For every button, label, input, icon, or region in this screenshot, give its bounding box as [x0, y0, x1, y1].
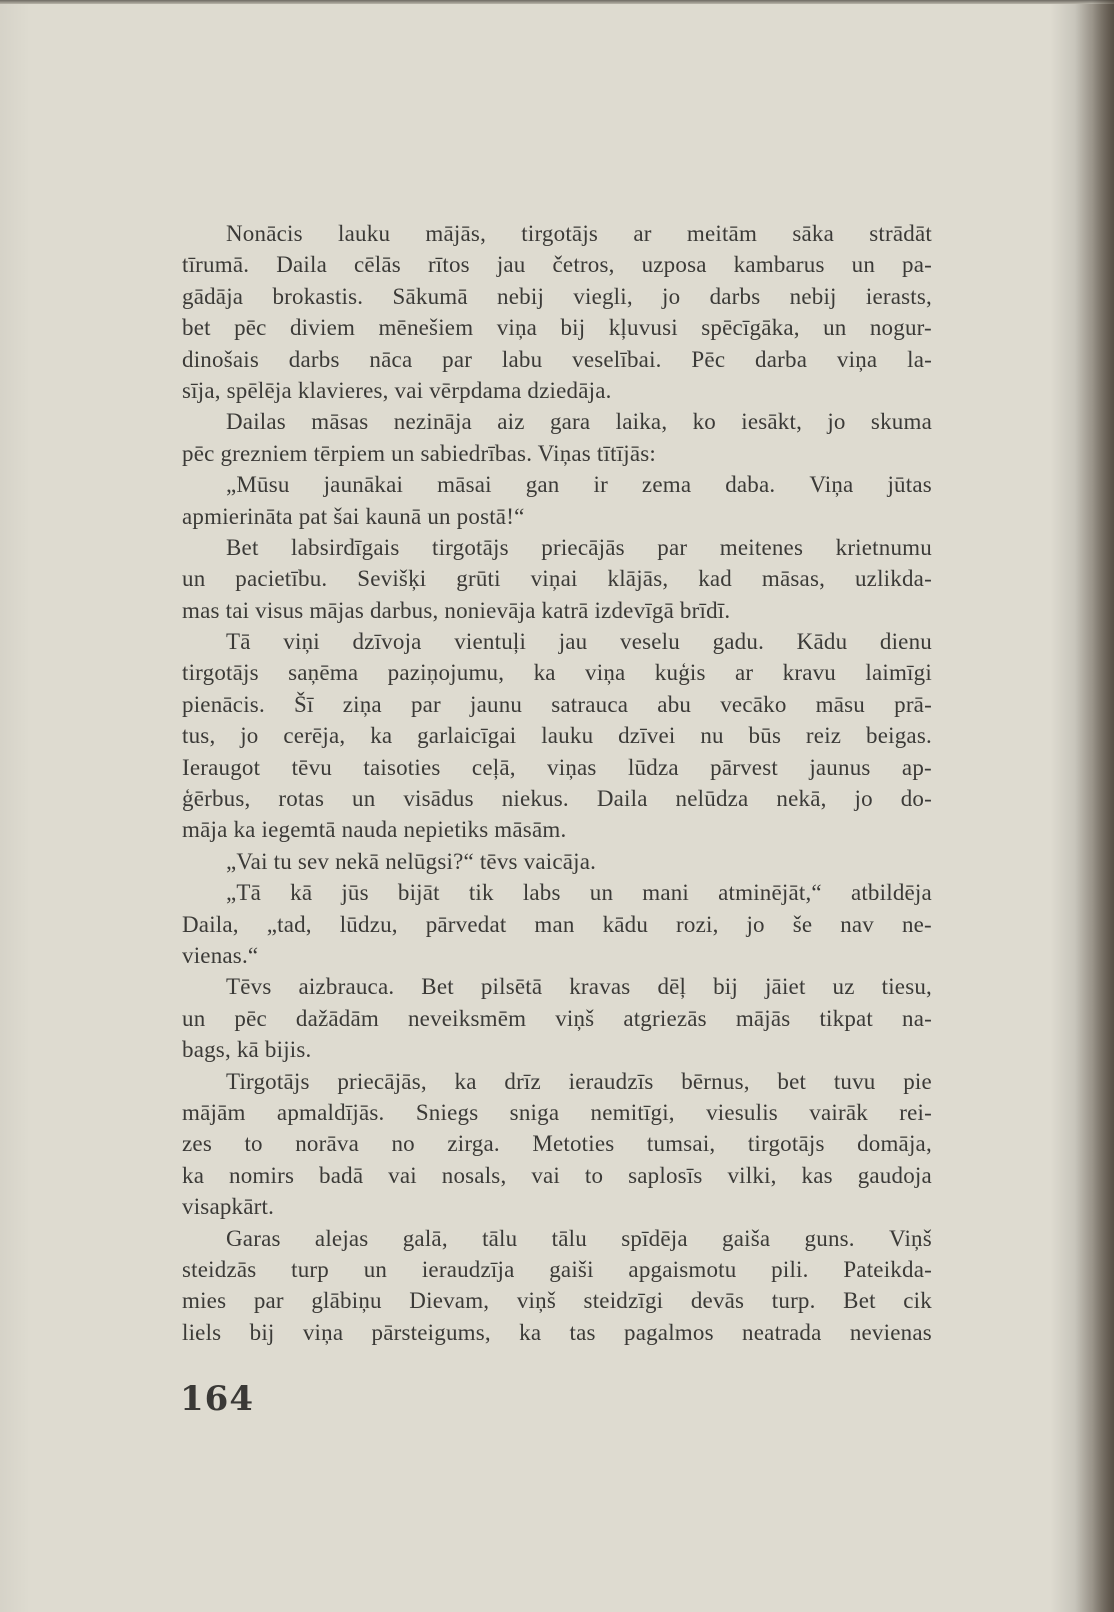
text-line: un pēc dažādām neveiksmēm viņš atgriezās mājās tikpat na-	[182, 1005, 932, 1031]
text-line: Tā viņi dzīvoja vientuļi jau veselu gadu. Kādu dienu	[226, 629, 932, 655]
text-line: dinošais darbs nāca par labu veselībai. Pēc darba viņa la-	[182, 346, 932, 372]
text-line: zes to norāva no zirga. Metoties tumsai, tirgotājs domāja,	[182, 1131, 932, 1157]
body-text	[182, 218, 932, 1348]
text-line: mies par glābiņu Dievam, viņš steidzīgi devās turp. Bet cik	[182, 1288, 932, 1314]
text-line: visapkārt.	[182, 1194, 275, 1220]
text-line: mājām apmaldījās. Sniegs sniga nemitīgi, viesulis vairāk rei-	[182, 1099, 932, 1125]
text-line: „Mūsu jaunākai māsai gan ir zema daba. Viņa jūtas	[226, 472, 932, 498]
text-line: sīja, spēlēja klavieres, vai vērpdama dziedāja.	[182, 377, 612, 403]
text-line: mas tai visus mājas darbus, nonievāja katrā izdevīgā brīdī.	[182, 597, 731, 623]
text-line: „Vai tu sev nekā nelūgsi?“ tēvs vaicāja.	[226, 848, 597, 874]
text-line: tīrumā. Daila cēlās rītos jau četros, uzposa kambarus un pa-	[182, 252, 932, 278]
page-top-edge	[0, 0, 1114, 4]
text-line: bags, kā bijis.	[182, 1037, 312, 1063]
text-line: tirgotājs saņēma paziņojumu, ka viņa kuģis ar kravu laimīgi	[182, 660, 932, 686]
binding-shadow	[1092, 0, 1114, 1612]
text-line: māja ka iegemtā nauda nepietiks māsām.	[182, 817, 567, 843]
text-line: vienas.“	[182, 942, 259, 968]
text-line: Dailas māsas nezināja aiz gara laika, ko iesākt, jo skuma	[226, 409, 932, 435]
text-line: Ieraugot tēvu taisoties ceļā, viņas lūdza pārvest jaunus ap-	[182, 754, 932, 780]
text-line: Nonācis lauku mājās, tirgotājs ar meitām sāka strādāt	[226, 221, 932, 246]
text-line: tus, jo cerēja, ka garlaicīgai lauku dzīvei nu būs reiz beigas.	[182, 723, 932, 749]
text-line: pienācis. Šī ziņa par jaunu satrauca abu vecāko māsu prā-	[182, 691, 932, 717]
text-line: Tēvs aizbrauca. Bet pilsētā kravas dēļ bij jāiet uz tiesu,	[226, 974, 932, 1000]
text-line: bet pēc diviem mēnešiem viņa bij kļuvusi spēcīgāka, un nogur-	[182, 315, 932, 341]
text-line: Tirgotājs priecājās, ka drīz ieraudzīs bērnus, bet tuvu pie	[226, 1068, 932, 1094]
page-number: 164	[180, 1379, 254, 1419]
text-line: apmierināta pat šai kaunā un postā!“	[182, 503, 525, 529]
text-line: un pacietību. Sevišķi grūti viņai klājās, kad māsas, uzlikda-	[182, 566, 932, 592]
text-line: ģērbus, rotas un visādus niekus. Daila nelūdza nekā, jo do-	[182, 786, 932, 812]
text-line: gādāja brokastis. Sākumā nebij viegli, jo darbs nebij ierasts,	[182, 283, 932, 309]
text-line: Daila, „tad, lūdzu, pārvedat man kādu rozi, jo še nav ne-	[182, 911, 932, 937]
text-line: pēc grezniem tērpiem un sabiedrības. Viņas tītījās:	[182, 440, 657, 466]
text-line: liels bij viņa pārsteigums, ka tas pagalmos neatrada nevienas	[182, 1319, 932, 1345]
text-line: „Tā kā jūs bijāt tik labs un mani atminējāt,“ atbildēja	[226, 880, 932, 906]
text-line: ka nomirs badā vai nosals, vai to saplosīs vilki, kas gaudoja	[182, 1162, 932, 1188]
text-line: steidzās turp un ieraudzīja gaiši apgaismotu pili. Pateikda-	[182, 1256, 932, 1282]
text-line: Garas alejas galā, tālu tālu spīdēja gaiša guns. Viņš	[226, 1225, 932, 1251]
text-line: Bet labsirdīgais tirgotājs priecājās par meitenes krietnumu	[226, 534, 932, 560]
